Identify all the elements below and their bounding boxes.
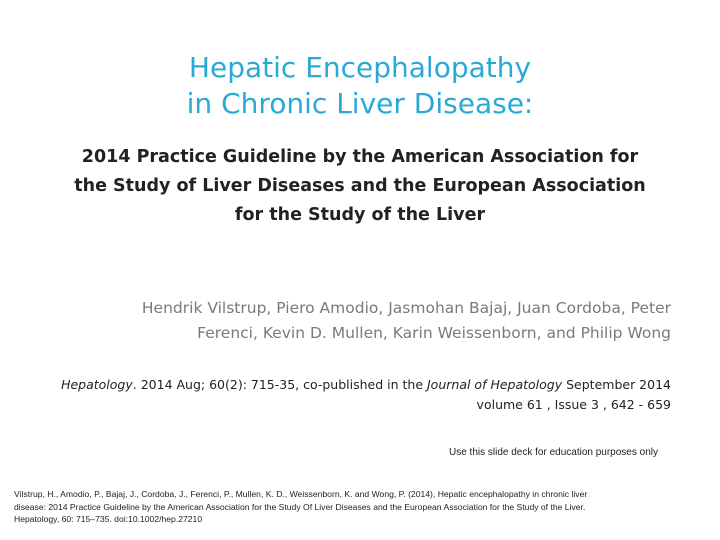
education-note: Use this slide deck for education purposes only [448,447,658,458]
citation-line-2: disease: 2014 Practice Guideline by the American Association for the Study Of Liver Diseases and the European Association for the Study of the Liver. [14,501,586,512]
journal-line-1 [31,375,671,395]
title-line-2: in Chronic Liver Disease: [186,87,534,120]
subtitle-line-1: 2014 Practice Guideline by the American Association for [81,147,639,167]
journal-line-1-end: September 2014 [562,377,671,392]
slide-title [60,50,660,122]
authors-line-2: Ferenci, Kevin D. Mullen, Karin Weissenborn, and Philip Wong [197,324,671,342]
citation-line-1: Vilstrup, H., Amodio, P., Bajaj, J., Cordoba, J., Ferenci, P., Mullen, K. D., Weissenborn, K. and Wong, P. (2014), Hepatic encephalopathy in chronic liver [14,489,588,499]
citation [14,488,694,526]
slide-subtitle [60,143,660,230]
journal-name: Hepatology [61,377,133,392]
journal-reference [31,375,671,415]
journal-name-2: Journal of Hepatology [427,377,563,392]
author-list [71,296,671,346]
subtitle-line-3: for the Study of the Liver [234,205,486,225]
citation-line-3: Hepatology, 60: 715–735. doi:10.1002/hep.27210 [14,514,203,524]
journal-line-2: volume 61 , Issue 3 , 642 - 659 [476,397,671,412]
title-line-1: Hepatic Encephalopathy [188,51,532,84]
authors-line-1: Hendrik Vilstrup, Piero Amodio, Jasmohan Bajaj, Juan Cordoba, Peter [141,299,671,317]
subtitle-line-2: the Study of Liver Diseases and the European Association [74,176,646,196]
journal-line-1-middle: . 2014 Aug; 60(2): 715-35, co-published in the [132,377,427,392]
